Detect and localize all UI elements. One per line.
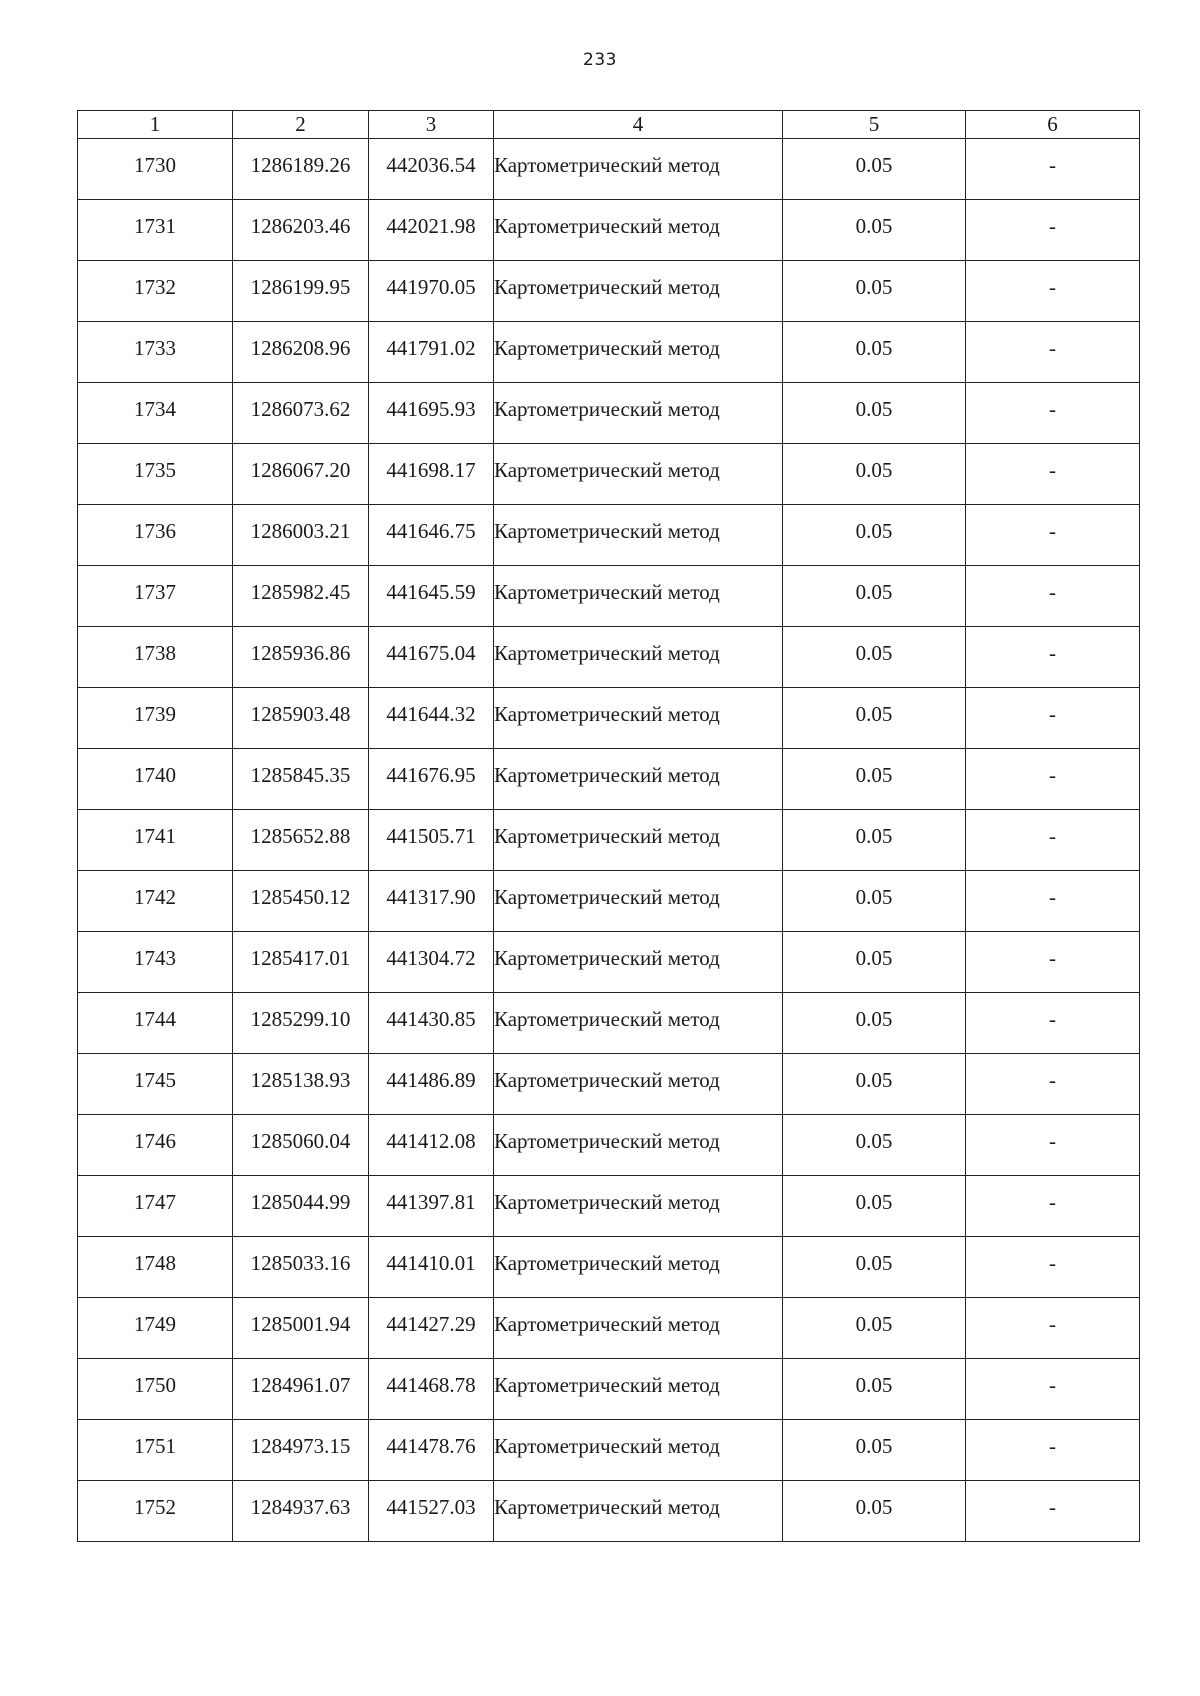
header-row [78, 111, 1140, 139]
y-coordinate-cell: 441412.08 [369, 1115, 494, 1176]
point-number-cell: 1749 [78, 1298, 233, 1359]
column-header-3: 3 [369, 111, 494, 139]
point-number-cell: 1747 [78, 1176, 233, 1237]
table-row [78, 1176, 1140, 1237]
method-cell: Картометрический метод [494, 627, 783, 688]
accuracy-cell: 0.05 [783, 261, 966, 322]
x-coordinate-cell: 1285060.04 [233, 1115, 369, 1176]
y-coordinate-cell: 441317.90 [369, 871, 494, 932]
method-cell: Картометрический метод [494, 871, 783, 932]
table-row [78, 1115, 1140, 1176]
method-cell: Картометрический метод [494, 383, 783, 444]
table-row [78, 1420, 1140, 1481]
column-header-5: 5 [783, 111, 966, 139]
point-number-cell: 1743 [78, 932, 233, 993]
point-number-cell: 1751 [78, 1420, 233, 1481]
note-cell: - [966, 627, 1140, 688]
x-coordinate-cell: 1284973.15 [233, 1420, 369, 1481]
y-coordinate-cell: 441970.05 [369, 261, 494, 322]
table-row [78, 139, 1140, 200]
y-coordinate-cell: 441468.78 [369, 1359, 494, 1420]
table-row [78, 688, 1140, 749]
table-row [78, 444, 1140, 505]
accuracy-cell: 0.05 [783, 1420, 966, 1481]
accuracy-cell: 0.05 [783, 444, 966, 505]
method-cell: Картометрический метод [494, 1298, 783, 1359]
point-number-cell: 1738 [78, 627, 233, 688]
x-coordinate-cell: 1285982.45 [233, 566, 369, 627]
method-cell: Картометрический метод [494, 1359, 783, 1420]
table-row [78, 749, 1140, 810]
y-coordinate-cell: 441698.17 [369, 444, 494, 505]
accuracy-cell: 0.05 [783, 871, 966, 932]
y-coordinate-cell: 441644.32 [369, 688, 494, 749]
note-cell: - [966, 932, 1140, 993]
y-coordinate-cell: 441304.72 [369, 932, 494, 993]
note-cell: - [966, 444, 1140, 505]
note-cell: - [966, 688, 1140, 749]
x-coordinate-cell: 1285417.01 [233, 932, 369, 993]
y-coordinate-cell: 441430.85 [369, 993, 494, 1054]
table-row [78, 505, 1140, 566]
accuracy-cell: 0.05 [783, 810, 966, 871]
point-number-cell: 1739 [78, 688, 233, 749]
x-coordinate-cell: 1285044.99 [233, 1176, 369, 1237]
column-header-2: 2 [233, 111, 369, 139]
accuracy-cell: 0.05 [783, 505, 966, 566]
x-coordinate-cell: 1285001.94 [233, 1298, 369, 1359]
method-cell: Картометрический метод [494, 444, 783, 505]
point-number-cell: 1735 [78, 444, 233, 505]
x-coordinate-cell: 1286073.62 [233, 383, 369, 444]
method-cell: Картометрический метод [494, 261, 783, 322]
y-coordinate-cell: 441676.95 [369, 749, 494, 810]
table-row [78, 1359, 1140, 1420]
note-cell: - [966, 505, 1140, 566]
note-cell: - [966, 1115, 1140, 1176]
method-cell: Картометрический метод [494, 932, 783, 993]
accuracy-cell: 0.05 [783, 1054, 966, 1115]
note-cell: - [966, 1054, 1140, 1115]
accuracy-cell: 0.05 [783, 566, 966, 627]
note-cell: - [966, 261, 1140, 322]
table-row [78, 1481, 1140, 1542]
accuracy-cell: 0.05 [783, 749, 966, 810]
y-coordinate-cell: 441645.59 [369, 566, 494, 627]
point-number-cell: 1730 [78, 139, 233, 200]
x-coordinate-cell: 1285033.16 [233, 1237, 369, 1298]
y-coordinate-cell: 441397.81 [369, 1176, 494, 1237]
point-number-cell: 1732 [78, 261, 233, 322]
accuracy-cell: 0.05 [783, 627, 966, 688]
point-number-cell: 1741 [78, 810, 233, 871]
note-cell: - [966, 1359, 1140, 1420]
method-cell: Картометрический метод [494, 566, 783, 627]
y-coordinate-cell: 441478.76 [369, 1420, 494, 1481]
column-header-4: 4 [494, 111, 783, 139]
note-cell: - [966, 749, 1140, 810]
note-cell: - [966, 1481, 1140, 1542]
point-number-cell: 1748 [78, 1237, 233, 1298]
note-cell: - [966, 1237, 1140, 1298]
y-coordinate-cell: 441427.29 [369, 1298, 494, 1359]
note-cell: - [966, 1298, 1140, 1359]
x-coordinate-cell: 1285845.35 [233, 749, 369, 810]
x-coordinate-cell: 1286003.21 [233, 505, 369, 566]
table-row [78, 810, 1140, 871]
y-coordinate-cell: 441410.01 [369, 1237, 494, 1298]
y-coordinate-cell: 441791.02 [369, 322, 494, 383]
page-number: 233 [583, 50, 617, 70]
note-cell: - [966, 871, 1140, 932]
table-row [78, 1054, 1140, 1115]
accuracy-cell: 0.05 [783, 322, 966, 383]
table-row [78, 566, 1140, 627]
method-cell: Картометрический метод [494, 505, 783, 566]
point-number-cell: 1740 [78, 749, 233, 810]
method-cell: Картометрический метод [494, 1420, 783, 1481]
point-number-cell: 1733 [78, 322, 233, 383]
x-coordinate-cell: 1285450.12 [233, 871, 369, 932]
method-cell: Картометрический метод [494, 749, 783, 810]
note-cell: - [966, 139, 1140, 200]
table-row [78, 1298, 1140, 1359]
x-coordinate-cell: 1286199.95 [233, 261, 369, 322]
table-row [78, 627, 1140, 688]
x-coordinate-cell: 1285903.48 [233, 688, 369, 749]
y-coordinate-cell: 441646.75 [369, 505, 494, 566]
method-cell: Картометрический метод [494, 810, 783, 871]
accuracy-cell: 0.05 [783, 1359, 966, 1420]
table-row [78, 932, 1140, 993]
note-cell: - [966, 200, 1140, 261]
table-row [78, 1237, 1140, 1298]
method-cell: Картометрический метод [494, 1481, 783, 1542]
table-row [78, 261, 1140, 322]
note-cell: - [966, 322, 1140, 383]
column-header-1: 1 [78, 111, 233, 139]
x-coordinate-cell: 1286189.26 [233, 139, 369, 200]
accuracy-cell: 0.05 [783, 1237, 966, 1298]
point-number-cell: 1746 [78, 1115, 233, 1176]
table-row [78, 200, 1140, 261]
accuracy-cell: 0.05 [783, 932, 966, 993]
y-coordinate-cell: 441505.71 [369, 810, 494, 871]
note-cell: - [966, 383, 1140, 444]
method-cell: Картометрический метод [494, 139, 783, 200]
point-number-cell: 1731 [78, 200, 233, 261]
point-number-cell: 1752 [78, 1481, 233, 1542]
y-coordinate-cell: 442021.98 [369, 200, 494, 261]
accuracy-cell: 0.05 [783, 200, 966, 261]
x-coordinate-cell: 1285936.86 [233, 627, 369, 688]
table-row [78, 322, 1140, 383]
note-cell: - [966, 993, 1140, 1054]
note-cell: - [966, 566, 1140, 627]
point-number-cell: 1750 [78, 1359, 233, 1420]
method-cell: Картометрический метод [494, 993, 783, 1054]
point-number-cell: 1737 [78, 566, 233, 627]
x-coordinate-cell: 1285299.10 [233, 993, 369, 1054]
y-coordinate-cell: 442036.54 [369, 139, 494, 200]
accuracy-cell: 0.05 [783, 1115, 966, 1176]
note-cell: - [966, 810, 1140, 871]
x-coordinate-cell: 1285652.88 [233, 810, 369, 871]
table-row [78, 383, 1140, 444]
method-cell: Картометрический метод [494, 1115, 783, 1176]
column-header-6: 6 [966, 111, 1140, 139]
x-coordinate-cell: 1284937.63 [233, 1481, 369, 1542]
y-coordinate-cell: 441695.93 [369, 383, 494, 444]
y-coordinate-cell: 441675.04 [369, 627, 494, 688]
table-row [78, 993, 1140, 1054]
table-body [78, 139, 1140, 1542]
table-row [78, 871, 1140, 932]
x-coordinate-cell: 1286203.46 [233, 200, 369, 261]
method-cell: Картометрический метод [494, 322, 783, 383]
method-cell: Картометрический метод [494, 688, 783, 749]
x-coordinate-cell: 1286067.20 [233, 444, 369, 505]
x-coordinate-cell: 1286208.96 [233, 322, 369, 383]
point-number-cell: 1734 [78, 383, 233, 444]
method-cell: Картометрический метод [494, 1237, 783, 1298]
table-header [78, 111, 1140, 139]
y-coordinate-cell: 441527.03 [369, 1481, 494, 1542]
y-coordinate-cell: 441486.89 [369, 1054, 494, 1115]
x-coordinate-cell: 1284961.07 [233, 1359, 369, 1420]
accuracy-cell: 0.05 [783, 993, 966, 1054]
accuracy-cell: 0.05 [783, 139, 966, 200]
method-cell: Картометрический метод [494, 200, 783, 261]
x-coordinate-cell: 1285138.93 [233, 1054, 369, 1115]
accuracy-cell: 0.05 [783, 1298, 966, 1359]
point-number-cell: 1745 [78, 1054, 233, 1115]
accuracy-cell: 0.05 [783, 383, 966, 444]
note-cell: - [966, 1420, 1140, 1481]
accuracy-cell: 0.05 [783, 688, 966, 749]
point-number-cell: 1744 [78, 993, 233, 1054]
coordinates-table [77, 110, 1140, 1542]
accuracy-cell: 0.05 [783, 1176, 966, 1237]
note-cell: - [966, 1176, 1140, 1237]
accuracy-cell: 0.05 [783, 1481, 966, 1542]
point-number-cell: 1742 [78, 871, 233, 932]
point-number-cell: 1736 [78, 505, 233, 566]
method-cell: Картометрический метод [494, 1176, 783, 1237]
method-cell: Картометрический метод [494, 1054, 783, 1115]
